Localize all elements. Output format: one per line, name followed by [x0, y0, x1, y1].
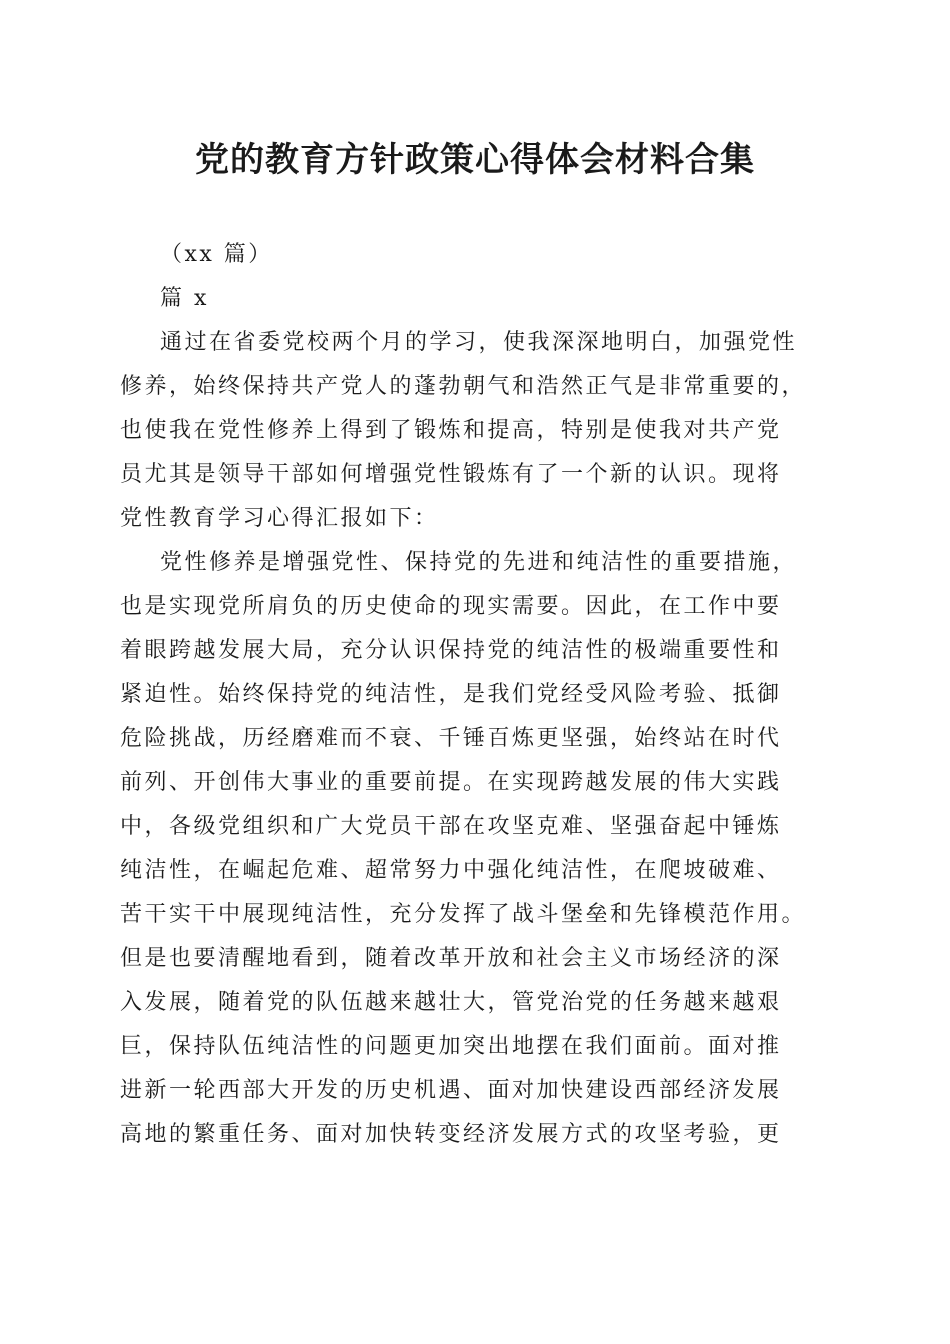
section-label: 篇 x [160, 286, 209, 311]
paragraph-line: 进新一轮西部大开发的历史机遇、面对加快建设西部经济发展 [120, 1078, 782, 1103]
document-body [120, 233, 840, 1157]
paragraph-line: 前列、开创伟大事业的重要前提。在实现跨越发展的伟大实践 [120, 770, 782, 795]
paragraph-line: 入发展，随着党的队伍越来越壮大，管党治党的任务越来越艰 [120, 990, 782, 1015]
paragraph-line: 危险挑战，历经磨难而不衰、千锤百炼更坚强，始终站在时代 [120, 726, 782, 751]
paragraph-line: 巨，保持队伍纯洁性的问题更加突出地摆在我们面前。面对推 [120, 1034, 782, 1059]
document-title: 党的教育方针政策心得体会材料合集 [195, 140, 755, 180]
paragraph-line: 苦干实干中展现纯洁性，充分发挥了战斗堡垒和先锋模范作用。 [120, 902, 807, 927]
paragraph-line: 也是实现党所肩负的历史使命的现实需要。因此，在工作中要 [120, 594, 782, 619]
paragraph-line: 党性修养是增强党性、保持党的先进和纯洁性的重要措施， [160, 550, 798, 575]
paragraph-line: 通过在省委党校两个月的学习，使我深深地明白，加强党性 [160, 330, 798, 355]
paragraph-line: 高地的繁重任务、面对加快转变经济发展方式的攻坚考验，更 [120, 1122, 782, 1147]
paragraph-line: 党性教育学习心得汇报如下： [120, 506, 439, 531]
paragraph-line: 紧迫性。始终保持党的纯洁性，是我们党经受风险考验、抵御 [120, 682, 782, 707]
paragraph-line: 修养，始终保持共产党人的蓬勃朝气和浩然正气是非常重要的， [120, 374, 807, 399]
paragraph-line: 也使我在党性修养上得到了锻炼和提高，特别是使我对共产党 [120, 418, 782, 443]
paragraph-line: 中，各级党组织和广大党员干部在攻坚克难、坚强奋起中锤炼 [120, 814, 782, 839]
paragraph-line: 但是也要清醒地看到，随着改革开放和社会主义市场经济的深 [120, 946, 782, 971]
paragraph-line: 员尤其是领导干部如何增强党性锻炼有了一个新的认识。现将 [120, 462, 782, 487]
count-note: （xx 篇） [160, 242, 273, 267]
paragraph-line: 纯洁性，在崛起危难、超常努力中强化纯洁性，在爬坡破难、 [120, 858, 782, 883]
paragraph-line: 着眼跨越发展大局，充分认识保持党的纯洁性的极端重要性和 [120, 638, 782, 663]
